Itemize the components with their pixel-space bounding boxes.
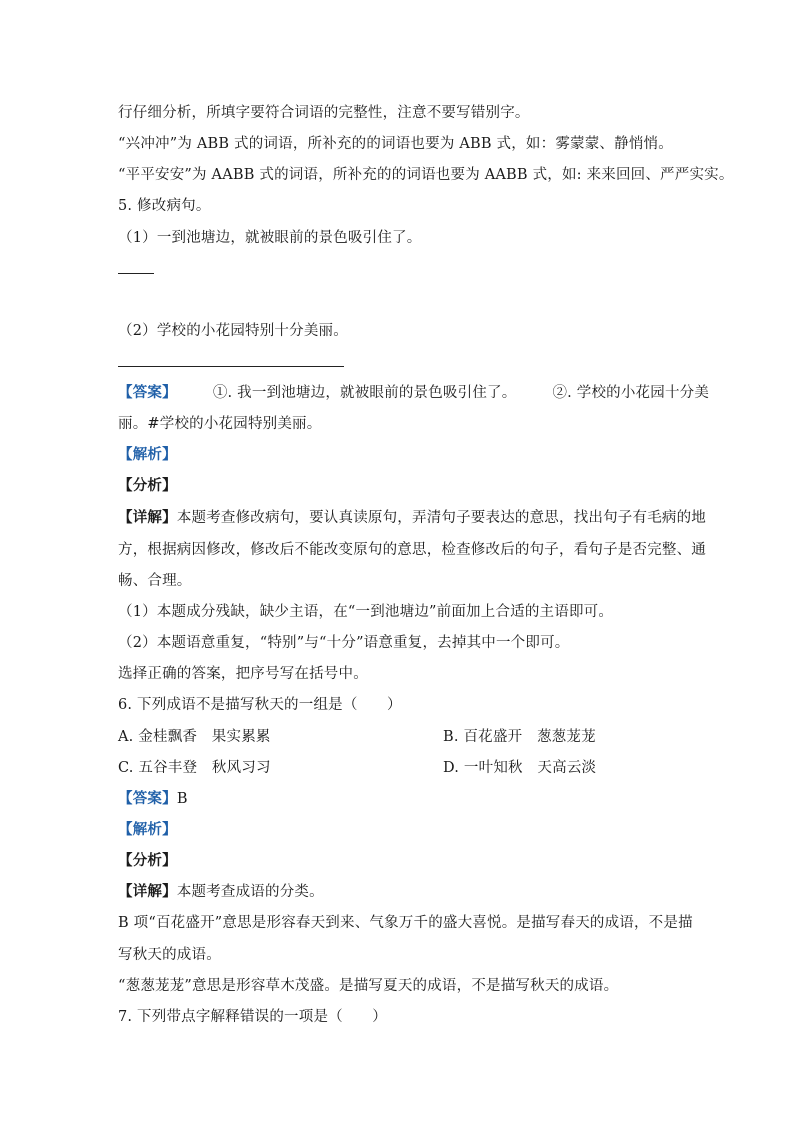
option-b: B. 百花盛开 葱葱茏茏 (443, 729, 596, 745)
analysis-tag: 【解析】 (118, 821, 177, 838)
question-5-item-1: （1）一到池塘边，就被眼前的景色吸引住了。 (118, 230, 422, 246)
detail-tag: 【详解】 (118, 883, 177, 900)
question-7-title: 7. 下列带点字解释错误的一项是（ ） (118, 1009, 387, 1025)
answer-blank-1 (118, 273, 154, 274)
option-c: C. 五谷丰登 秋风习习 (118, 760, 271, 776)
question-5-item-2: （2）学校的小花园特别十分美丽。 (118, 323, 348, 339)
q6-answer-line (118, 789, 188, 809)
answer-tag: 【答案】 (118, 384, 177, 401)
detail-text: 本题考查成语的分类。 (176, 884, 324, 900)
question-5-title: 5. 修改病句。 (118, 198, 211, 214)
text-line: 行仔细分析，所填字要符合词语的完整性，注意不要写错别字。 (118, 105, 530, 121)
answer-1: ①. 我一到池塘边，就被眼前的景色吸引住了。 (212, 385, 517, 401)
question-6-title: 6. 下列成语不是描写秋天的一组是（ ） (118, 697, 402, 713)
detail-line: 畅、合理。 (118, 573, 192, 589)
fenxi-tag: 【分析】 (118, 477, 177, 494)
answer-blank-2 (118, 366, 344, 367)
text-line: “兴冲冲”为 ABB 式的词语，所补充的的词语也要为 ABB 式，如：雾蒙蒙、静悄悄。 (118, 136, 673, 152)
detail-line (118, 882, 324, 902)
detail-tag: 【详解】 (118, 509, 177, 526)
option-a: A. 金桂飘香 果实累累 (118, 729, 271, 745)
analysis-point-1: （1）本题成分残缺，缺少主语，在“一到池塘边”前面加上合适的主语即可。 (118, 604, 614, 620)
explanation-line: “葱葱茏茏”意思是形容草木茂盛。是描写夏天的成语，不是描写秋天的成语。 (118, 978, 619, 994)
detail-line: 方，根据病因修改，修改后不能改变原句的意思，检查修改后的句子，看句子是否完整、通 (118, 542, 706, 558)
answer-tag: 【答案】 (118, 790, 177, 807)
option-row (118, 727, 271, 747)
explanation-line: B 项“百花盛开”意思是形容春天到来、气象万千的盛大喜悦。是描写春天的成语，不是描 (118, 915, 693, 931)
option-d: D. 一叶知秋 天高云淡 (443, 760, 597, 776)
detail-line (118, 508, 706, 528)
explanation-line: 写秋天的成语。 (118, 947, 221, 963)
answer-2: ②. 学校的小花园十分美 (552, 385, 710, 401)
analysis-point-2: （2）本题语意重复，“特别”与“十分”语意重复，去掉其中一个即可。 (118, 635, 570, 651)
q5-answer-line (118, 383, 709, 403)
analysis-tag: 【解析】 (118, 446, 177, 463)
detail-text: 本题考查修改病句，要认真读原句，弄清句子要表达的意思，找出句子有毛病的地 (176, 510, 707, 526)
answer-value: B (176, 791, 188, 807)
q5-answer-cont: 丽。#学校的小花园特别美丽。 (118, 416, 322, 432)
text-line: “平平安安”为 AABB 式的词语，所补充的的词语也要为 AABB 式，如: 来来回回、严严实实。 (118, 167, 734, 183)
instruction: 选择正确的答案，把序号写在括号中。 (118, 666, 368, 682)
fenxi-tag: 【分析】 (118, 852, 177, 869)
